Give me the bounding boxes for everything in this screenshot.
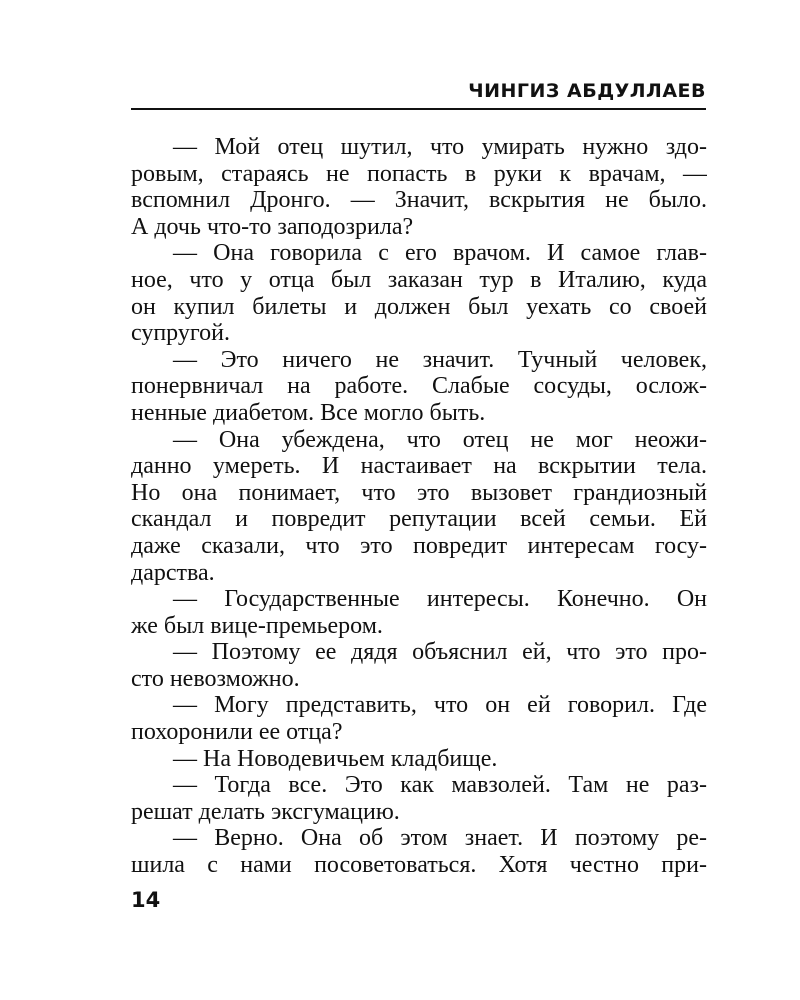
running-head-author: ЧИНГИЗ АБДУЛЛАЕВ (468, 80, 706, 102)
text-line: — На Новодевичьем кладбище. (173, 745, 498, 772)
text-line: скандал и повредит репутации всей семьи. Ей (131, 506, 707, 533)
body-text (131, 134, 707, 879)
text-line: супругой. (131, 320, 230, 347)
text-line: А дочь что-то заподозрила? (131, 213, 414, 240)
text-line: он купил билеты и должен был уехать со своей (131, 293, 707, 320)
text-line: ровым, стараясь не попасть в руки к врачам, — (131, 160, 707, 187)
text-line: решат делать эксгумацию. (131, 798, 400, 825)
text-line: — Она убеждена, что отец не мог неожи- (173, 426, 707, 453)
text-line: — Верно. Она об этом знает. И поэтому ре- (173, 825, 707, 852)
text-line: — Это ничего не значит. Тучный человек, (173, 346, 707, 373)
text-line: ное, что у отца был заказан тур в Италию, куда (131, 266, 707, 293)
text-line: же был вице-премьером. (131, 612, 383, 639)
text-line: — Мой отец шутил, что умирать нужно здо- (173, 134, 707, 160)
text-line: дарства. (131, 559, 215, 586)
text-line: данно умереть. И настаивает на вскрытии тела. (131, 453, 707, 480)
text-line: ненные диабетом. Все могло быть. (131, 399, 486, 426)
text-line: понервничал на работе. Слабые сосуды, ослож- (131, 373, 707, 400)
text-line: шила с нами посоветоваться. Хотя честно при- (131, 852, 707, 879)
text-line: Но она понимает, что это вызовет грандиозный (131, 479, 707, 506)
text-line: даже сказали, что это повредит интересам госу- (131, 532, 707, 559)
header-rule (131, 108, 706, 110)
text-line: — Государственные интересы. Конечно. Он (173, 586, 707, 613)
text-line: — Поэтому ее дядя объяснил ей, что это про- (173, 639, 707, 666)
page-number: 14 (131, 888, 161, 912)
text-line: — Тогда все. Это как мавзолей. Там не раз- (173, 772, 707, 799)
text-line: похоронили ее отца? (131, 719, 343, 746)
text-line: вспомнил Дронго. — Значит, вскрытия не было. (131, 187, 707, 214)
text-line: — Могу представить, что он ей говорил. Где (173, 692, 707, 719)
text-line: сто невозможно. (131, 665, 300, 692)
text-line: — Она говорила с его врачом. И самое глав- (173, 240, 707, 267)
